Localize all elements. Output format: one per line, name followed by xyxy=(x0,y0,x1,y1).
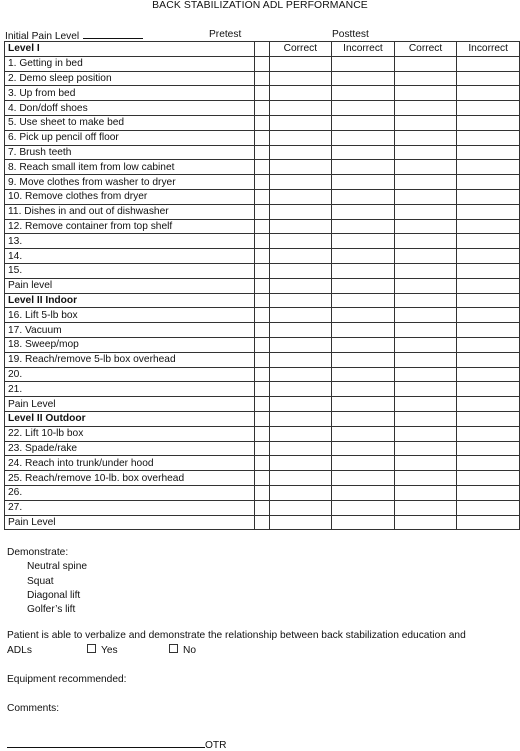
pretest-incorrect-cell[interactable] xyxy=(332,293,395,308)
posttest-incorrect-cell[interactable] xyxy=(457,471,520,486)
pretest-incorrect-cell[interactable] xyxy=(332,382,395,397)
task-label: 5. Use sheet to make bed xyxy=(5,115,255,130)
pretest-incorrect-cell[interactable] xyxy=(332,160,395,175)
spacer-cell xyxy=(255,263,269,278)
spacer-cell xyxy=(255,56,269,71)
no-option[interactable] xyxy=(169,644,196,659)
table-row xyxy=(5,352,520,367)
posttest-incorrect-cell[interactable] xyxy=(457,308,520,323)
task-label: 20. xyxy=(5,367,255,382)
pretest-correct-cell[interactable] xyxy=(269,441,332,456)
spacer-cell xyxy=(255,397,269,412)
spacer-cell xyxy=(255,145,269,160)
pretest-incorrect-cell[interactable] xyxy=(332,234,395,249)
posttest-correct-cell[interactable] xyxy=(394,56,457,71)
task-label: 21. xyxy=(5,382,255,397)
posttest-correct-cell[interactable] xyxy=(394,293,457,308)
spacer-cell xyxy=(255,308,269,323)
table-row xyxy=(5,337,520,352)
posttest-incorrect-cell[interactable] xyxy=(457,86,520,101)
level-header-row xyxy=(5,293,520,308)
task-label: 14. xyxy=(5,249,255,264)
table-row xyxy=(5,71,520,86)
posttest-correct-cell[interactable] xyxy=(394,441,457,456)
spacer-cell xyxy=(255,101,269,116)
pretest-incorrect-cell[interactable] xyxy=(332,352,395,367)
pretest-header: Pretest xyxy=(209,29,242,40)
pretest-incorrect-cell[interactable] xyxy=(332,337,395,352)
table-row xyxy=(5,56,520,71)
demonstrate-items xyxy=(7,560,87,617)
spacer-cell xyxy=(255,115,269,130)
posttest-correct-cell[interactable] xyxy=(394,471,457,486)
pretest-incorrect-cell[interactable] xyxy=(332,308,395,323)
table-row xyxy=(5,382,520,397)
table-row xyxy=(5,219,520,234)
pretest-correct-cell[interactable] xyxy=(269,411,332,426)
initial-pain-label: Initial Pain Level xyxy=(5,31,80,42)
posttest-incorrect-cell[interactable] xyxy=(457,293,520,308)
spacer-cell xyxy=(255,337,269,352)
spacer-cell xyxy=(255,204,269,219)
posttest-correct-cell[interactable] xyxy=(394,411,457,426)
posttest-correct-cell[interactable] xyxy=(394,278,457,293)
spacer-cell xyxy=(255,426,269,441)
pretest-incorrect-cell[interactable] xyxy=(332,515,395,530)
spacer-cell xyxy=(255,382,269,397)
no-label: No xyxy=(183,644,197,656)
posttest-incorrect-cell[interactable] xyxy=(457,56,520,71)
posttest-correct-cell[interactable] xyxy=(394,352,457,367)
pretest-correct-cell[interactable] xyxy=(269,263,332,278)
form-title: BACK STABILIZATION ADL PERFORMANCE xyxy=(152,0,368,11)
posttest-incorrect-cell[interactable] xyxy=(457,426,520,441)
demonstrate-item: Golfer’s lift xyxy=(27,604,76,616)
pretest-correct-cell[interactable] xyxy=(269,367,332,382)
pretest-correct-cell[interactable] xyxy=(269,130,332,145)
posttest-correct-cell[interactable] xyxy=(394,367,457,382)
task-label: 4. Don/doff shoes xyxy=(5,101,255,116)
signature-blank[interactable] xyxy=(7,738,205,748)
spacer-cell xyxy=(255,456,269,471)
table-row xyxy=(5,456,520,471)
pretest-incorrect-cell[interactable] xyxy=(332,426,395,441)
yes-option[interactable] xyxy=(87,644,118,659)
table-row xyxy=(5,234,520,249)
signature-line xyxy=(7,738,227,751)
spacer-cell xyxy=(255,293,269,308)
posttest-incorrect-cell[interactable] xyxy=(457,189,520,204)
pretest-correct-cell[interactable] xyxy=(269,471,332,486)
level-header-row xyxy=(5,411,520,426)
spacer-cell xyxy=(255,471,269,486)
posttest-correct-cell[interactable] xyxy=(394,485,457,500)
pretest-correct-cell[interactable] xyxy=(269,485,332,500)
table-row xyxy=(5,249,520,264)
spacer-cell xyxy=(255,278,269,293)
level-header-row xyxy=(5,42,520,57)
posttest-incorrect-cell[interactable] xyxy=(457,441,520,456)
task-label: Level II Indoor xyxy=(5,293,255,308)
task-label: Level II Outdoor xyxy=(5,411,255,426)
posttest-correct-cell[interactable] xyxy=(394,263,457,278)
table-row xyxy=(5,130,520,145)
pretest-incorrect-cell[interactable] xyxy=(332,471,395,486)
posttest-incorrect-cell[interactable] xyxy=(457,500,520,515)
pretest-correct-cell[interactable] xyxy=(269,86,332,101)
table-row xyxy=(5,485,520,500)
spacer-cell xyxy=(255,441,269,456)
pretest-correct-cell[interactable] xyxy=(269,234,332,249)
posttest-correct-cell[interactable] xyxy=(394,337,457,352)
table-row xyxy=(5,471,520,486)
spacer-cell xyxy=(255,500,269,515)
task-label: 7. Brush teeth xyxy=(5,145,255,160)
posttest-incorrect-cell[interactable] xyxy=(457,101,520,116)
task-label: 6. Pick up pencil off floor xyxy=(5,130,255,145)
spacer-cell xyxy=(255,42,269,57)
posttest-correct-cell[interactable] xyxy=(394,86,457,101)
pain-level-row xyxy=(5,397,520,412)
task-label: 13. xyxy=(5,234,255,249)
posttest-correct-cell[interactable] xyxy=(394,101,457,116)
task-label: 11. Dishes in and out of dishwasher xyxy=(5,204,255,219)
posttest-incorrect-cell[interactable] xyxy=(457,397,520,412)
posttest-incorrect-cell[interactable] xyxy=(457,204,520,219)
pretest-correct-cell[interactable] xyxy=(269,323,332,338)
spacer-cell xyxy=(255,160,269,175)
no-checkbox[interactable] xyxy=(169,644,178,653)
table-row xyxy=(5,101,520,116)
pretest-correct-cell[interactable] xyxy=(269,278,332,293)
task-label: 26. xyxy=(5,485,255,500)
spacer-cell xyxy=(255,71,269,86)
pretest-incorrect-cell[interactable] xyxy=(332,263,395,278)
pretest-correct-cell[interactable] xyxy=(269,219,332,234)
pain-level-row xyxy=(5,278,520,293)
pretest-incorrect-cell[interactable] xyxy=(332,219,395,234)
task-label: 15. xyxy=(5,263,255,278)
task-label: 17. Vacuum xyxy=(5,323,255,338)
pretest-correct-cell[interactable] xyxy=(269,456,332,471)
pretest-incorrect-cell[interactable] xyxy=(332,485,395,500)
pretest-incorrect-cell[interactable] xyxy=(332,56,395,71)
posttest-incorrect-cell[interactable] xyxy=(457,145,520,160)
pretest-incorrect-cell[interactable] xyxy=(332,397,395,412)
spacer-cell xyxy=(255,485,269,500)
posttest-correct-cell[interactable] xyxy=(394,71,457,86)
comments-label: Comments: xyxy=(7,703,60,714)
posttest-incorrect-cell[interactable] xyxy=(457,485,520,500)
posttest-incorrect-cell[interactable] xyxy=(457,323,520,338)
pretest-correct-cell[interactable] xyxy=(269,515,332,530)
demonstrate-item: Neutral spine xyxy=(27,561,88,573)
pretest-incorrect-cell[interactable] xyxy=(332,175,395,190)
task-label: 24. Reach into trunk/under hood xyxy=(5,456,255,471)
posttest-incorrect-cell[interactable] xyxy=(457,278,520,293)
table-row xyxy=(5,500,520,515)
pretest-correct-cell[interactable] xyxy=(269,189,332,204)
pretest-incorrect-cell[interactable] xyxy=(332,189,395,204)
pretest-incorrect-cell[interactable] xyxy=(332,71,395,86)
yes-label: Yes xyxy=(101,644,118,656)
posttest-incorrect-cell[interactable] xyxy=(457,456,520,471)
table-row xyxy=(5,145,520,160)
task-label: 22. Lift 10-lb box xyxy=(5,426,255,441)
pretest-correct-cell[interactable] xyxy=(269,175,332,190)
pretest-correct-cell[interactable] xyxy=(269,382,332,397)
posttest-incorrect-cell[interactable] xyxy=(457,337,520,352)
pretest-correct-cell[interactable] xyxy=(269,308,332,323)
posttest-correct-cell[interactable] xyxy=(394,515,457,530)
task-label: 12. Remove container from top shelf xyxy=(5,219,255,234)
posttest-correct-cell[interactable] xyxy=(394,204,457,219)
spacer-cell xyxy=(255,411,269,426)
posttest-correct-cell[interactable] xyxy=(394,130,457,145)
pretest-incorrect-cell[interactable] xyxy=(332,367,395,382)
pretest-incorrect-cell[interactable] xyxy=(332,130,395,145)
task-label: 10. Remove clothes from dryer xyxy=(5,189,255,204)
posttest-correct-cell[interactable] xyxy=(394,397,457,412)
signature-suffix: OTR xyxy=(205,740,227,751)
posttest-correct-cell[interactable] xyxy=(394,189,457,204)
task-label: 9. Move clothes from washer to dryer xyxy=(5,175,255,190)
pretest-incorrect-cell[interactable] xyxy=(332,278,395,293)
posttest-incorrect-cell[interactable] xyxy=(457,71,520,86)
task-label: 25. Reach/remove 10-lb. box overhead xyxy=(5,471,255,486)
pretest-correct-cell[interactable] xyxy=(269,56,332,71)
spacer-cell xyxy=(255,86,269,101)
pretest-incorrect-cell[interactable] xyxy=(332,115,395,130)
verbalize-text: Patient is able to verbalize and demonstrate the relationship between back stabilization education and xyxy=(7,630,466,641)
posttest-incorrect-cell[interactable] xyxy=(457,130,520,145)
task-label: Level I xyxy=(5,42,255,57)
posttest-incorrect-cell[interactable] xyxy=(457,367,520,382)
posttest-incorrect-cell[interactable] xyxy=(457,352,520,367)
pretest-correct-cell[interactable] xyxy=(269,426,332,441)
posttest-correct-cell[interactable] xyxy=(394,323,457,338)
pretest-incorrect-cell[interactable] xyxy=(332,204,395,219)
task-label: 27. xyxy=(5,500,255,515)
posttest-correct-cell[interactable] xyxy=(394,456,457,471)
posttest-correct-cell[interactable] xyxy=(394,145,457,160)
demonstrate-section xyxy=(7,546,87,617)
table-row xyxy=(5,204,520,219)
pretest-correct-cell[interactable] xyxy=(269,352,332,367)
task-label: 18. Sweep/mop xyxy=(5,337,255,352)
demonstrate-item: Diagonal lift xyxy=(27,589,81,601)
adl-performance-table xyxy=(4,41,520,530)
task-label: 16. Lift 5-lb box xyxy=(5,308,255,323)
posttest-incorrect-cell[interactable] xyxy=(457,115,520,130)
pretest-correct-cell[interactable] xyxy=(269,101,332,116)
pretest-correct-cell[interactable] xyxy=(269,71,332,86)
adl-table-body xyxy=(5,42,520,530)
posttest-header: Posttest xyxy=(332,29,369,40)
initial-pain-blank[interactable] xyxy=(83,29,143,39)
table-row xyxy=(5,263,520,278)
table-row xyxy=(5,175,520,190)
table-row xyxy=(5,367,520,382)
posttest-correct-cell[interactable] xyxy=(394,426,457,441)
spacer-cell xyxy=(255,189,269,204)
task-label: 8. Reach small item from low cabinet xyxy=(5,160,255,175)
equipment-recommended-label: Equipment recommended: xyxy=(7,674,127,685)
posttest-correct-cell[interactable] xyxy=(394,234,457,249)
posttest-correct-cell[interactable] xyxy=(394,308,457,323)
pretest-correct-cell[interactable] xyxy=(269,160,332,175)
task-label: Pain Level xyxy=(5,397,255,412)
posttest-incorrect-cell[interactable] xyxy=(457,249,520,264)
table-row xyxy=(5,189,520,204)
task-label: 3. Up from bed xyxy=(5,86,255,101)
posttest-incorrect-cell[interactable] xyxy=(457,411,520,426)
posttest-correct-cell[interactable] xyxy=(394,249,457,264)
yes-checkbox[interactable] xyxy=(87,644,96,653)
verbalize-adls: ADLs xyxy=(7,644,32,656)
demonstrate-item: Squat xyxy=(27,575,54,587)
pretest-correct-cell[interactable] xyxy=(269,115,332,130)
verbalize-section xyxy=(7,629,519,659)
posttest-correct-cell[interactable] xyxy=(394,500,457,515)
pretest-incorrect-cell[interactable] xyxy=(332,323,395,338)
demonstrate-label: Demonstrate: xyxy=(7,547,69,558)
task-label: 19. Reach/remove 5-lb box overhead xyxy=(5,352,255,367)
pretest-correct-cell[interactable] xyxy=(269,204,332,219)
pretest-correct-header: Correct xyxy=(269,42,332,57)
table-row xyxy=(5,160,520,175)
spacer-cell xyxy=(255,352,269,367)
spacer-cell xyxy=(255,130,269,145)
posttest-correct-cell[interactable] xyxy=(394,219,457,234)
task-label: 23. Spade/rake xyxy=(5,441,255,456)
table-row xyxy=(5,115,520,130)
posttest-incorrect-header: Incorrect xyxy=(457,42,520,57)
pretest-incorrect-cell[interactable] xyxy=(332,456,395,471)
spacer-cell xyxy=(255,234,269,249)
posttest-incorrect-cell[interactable] xyxy=(457,382,520,397)
spacer-cell xyxy=(255,219,269,234)
task-label: Pain level xyxy=(5,278,255,293)
pretest-incorrect-cell[interactable] xyxy=(332,441,395,456)
table-row xyxy=(5,308,520,323)
pretest-incorrect-cell[interactable] xyxy=(332,500,395,515)
task-label: Pain Level xyxy=(5,515,255,530)
posttest-incorrect-cell[interactable] xyxy=(457,219,520,234)
pretest-incorrect-header: Incorrect xyxy=(332,42,395,57)
posttest-incorrect-cell[interactable] xyxy=(457,234,520,249)
table-row xyxy=(5,323,520,338)
spacer-cell xyxy=(255,323,269,338)
pretest-incorrect-cell[interactable] xyxy=(332,101,395,116)
posttest-incorrect-cell[interactable] xyxy=(457,160,520,175)
spacer-cell xyxy=(255,515,269,530)
verbalize-options xyxy=(7,644,519,659)
pretest-incorrect-cell[interactable] xyxy=(332,145,395,160)
table-row xyxy=(5,86,520,101)
posttest-incorrect-cell[interactable] xyxy=(457,515,520,530)
pretest-correct-cell[interactable] xyxy=(269,337,332,352)
pretest-correct-cell[interactable] xyxy=(269,397,332,412)
posttest-correct-cell[interactable] xyxy=(394,160,457,175)
pretest-incorrect-cell[interactable] xyxy=(332,249,395,264)
posttest-incorrect-cell[interactable] xyxy=(457,263,520,278)
pretest-incorrect-cell[interactable] xyxy=(332,86,395,101)
pretest-correct-cell[interactable] xyxy=(269,500,332,515)
pretest-correct-cell[interactable] xyxy=(269,249,332,264)
spacer-cell xyxy=(255,175,269,190)
pretest-incorrect-cell[interactable] xyxy=(332,411,395,426)
posttest-correct-cell[interactable] xyxy=(394,115,457,130)
pretest-correct-cell[interactable] xyxy=(269,145,332,160)
table-row xyxy=(5,441,520,456)
task-label: 1. Getting in bed xyxy=(5,56,255,71)
spacer-cell xyxy=(255,249,269,264)
posttest-correct-header: Correct xyxy=(394,42,457,57)
posttest-incorrect-cell[interactable] xyxy=(457,175,520,190)
task-label: 2. Demo sleep position xyxy=(5,71,255,86)
posttest-correct-cell[interactable] xyxy=(394,175,457,190)
posttest-correct-cell[interactable] xyxy=(394,382,457,397)
table-row xyxy=(5,426,520,441)
pretest-correct-cell[interactable] xyxy=(269,293,332,308)
pain-level-row xyxy=(5,515,520,530)
spacer-cell xyxy=(255,367,269,382)
